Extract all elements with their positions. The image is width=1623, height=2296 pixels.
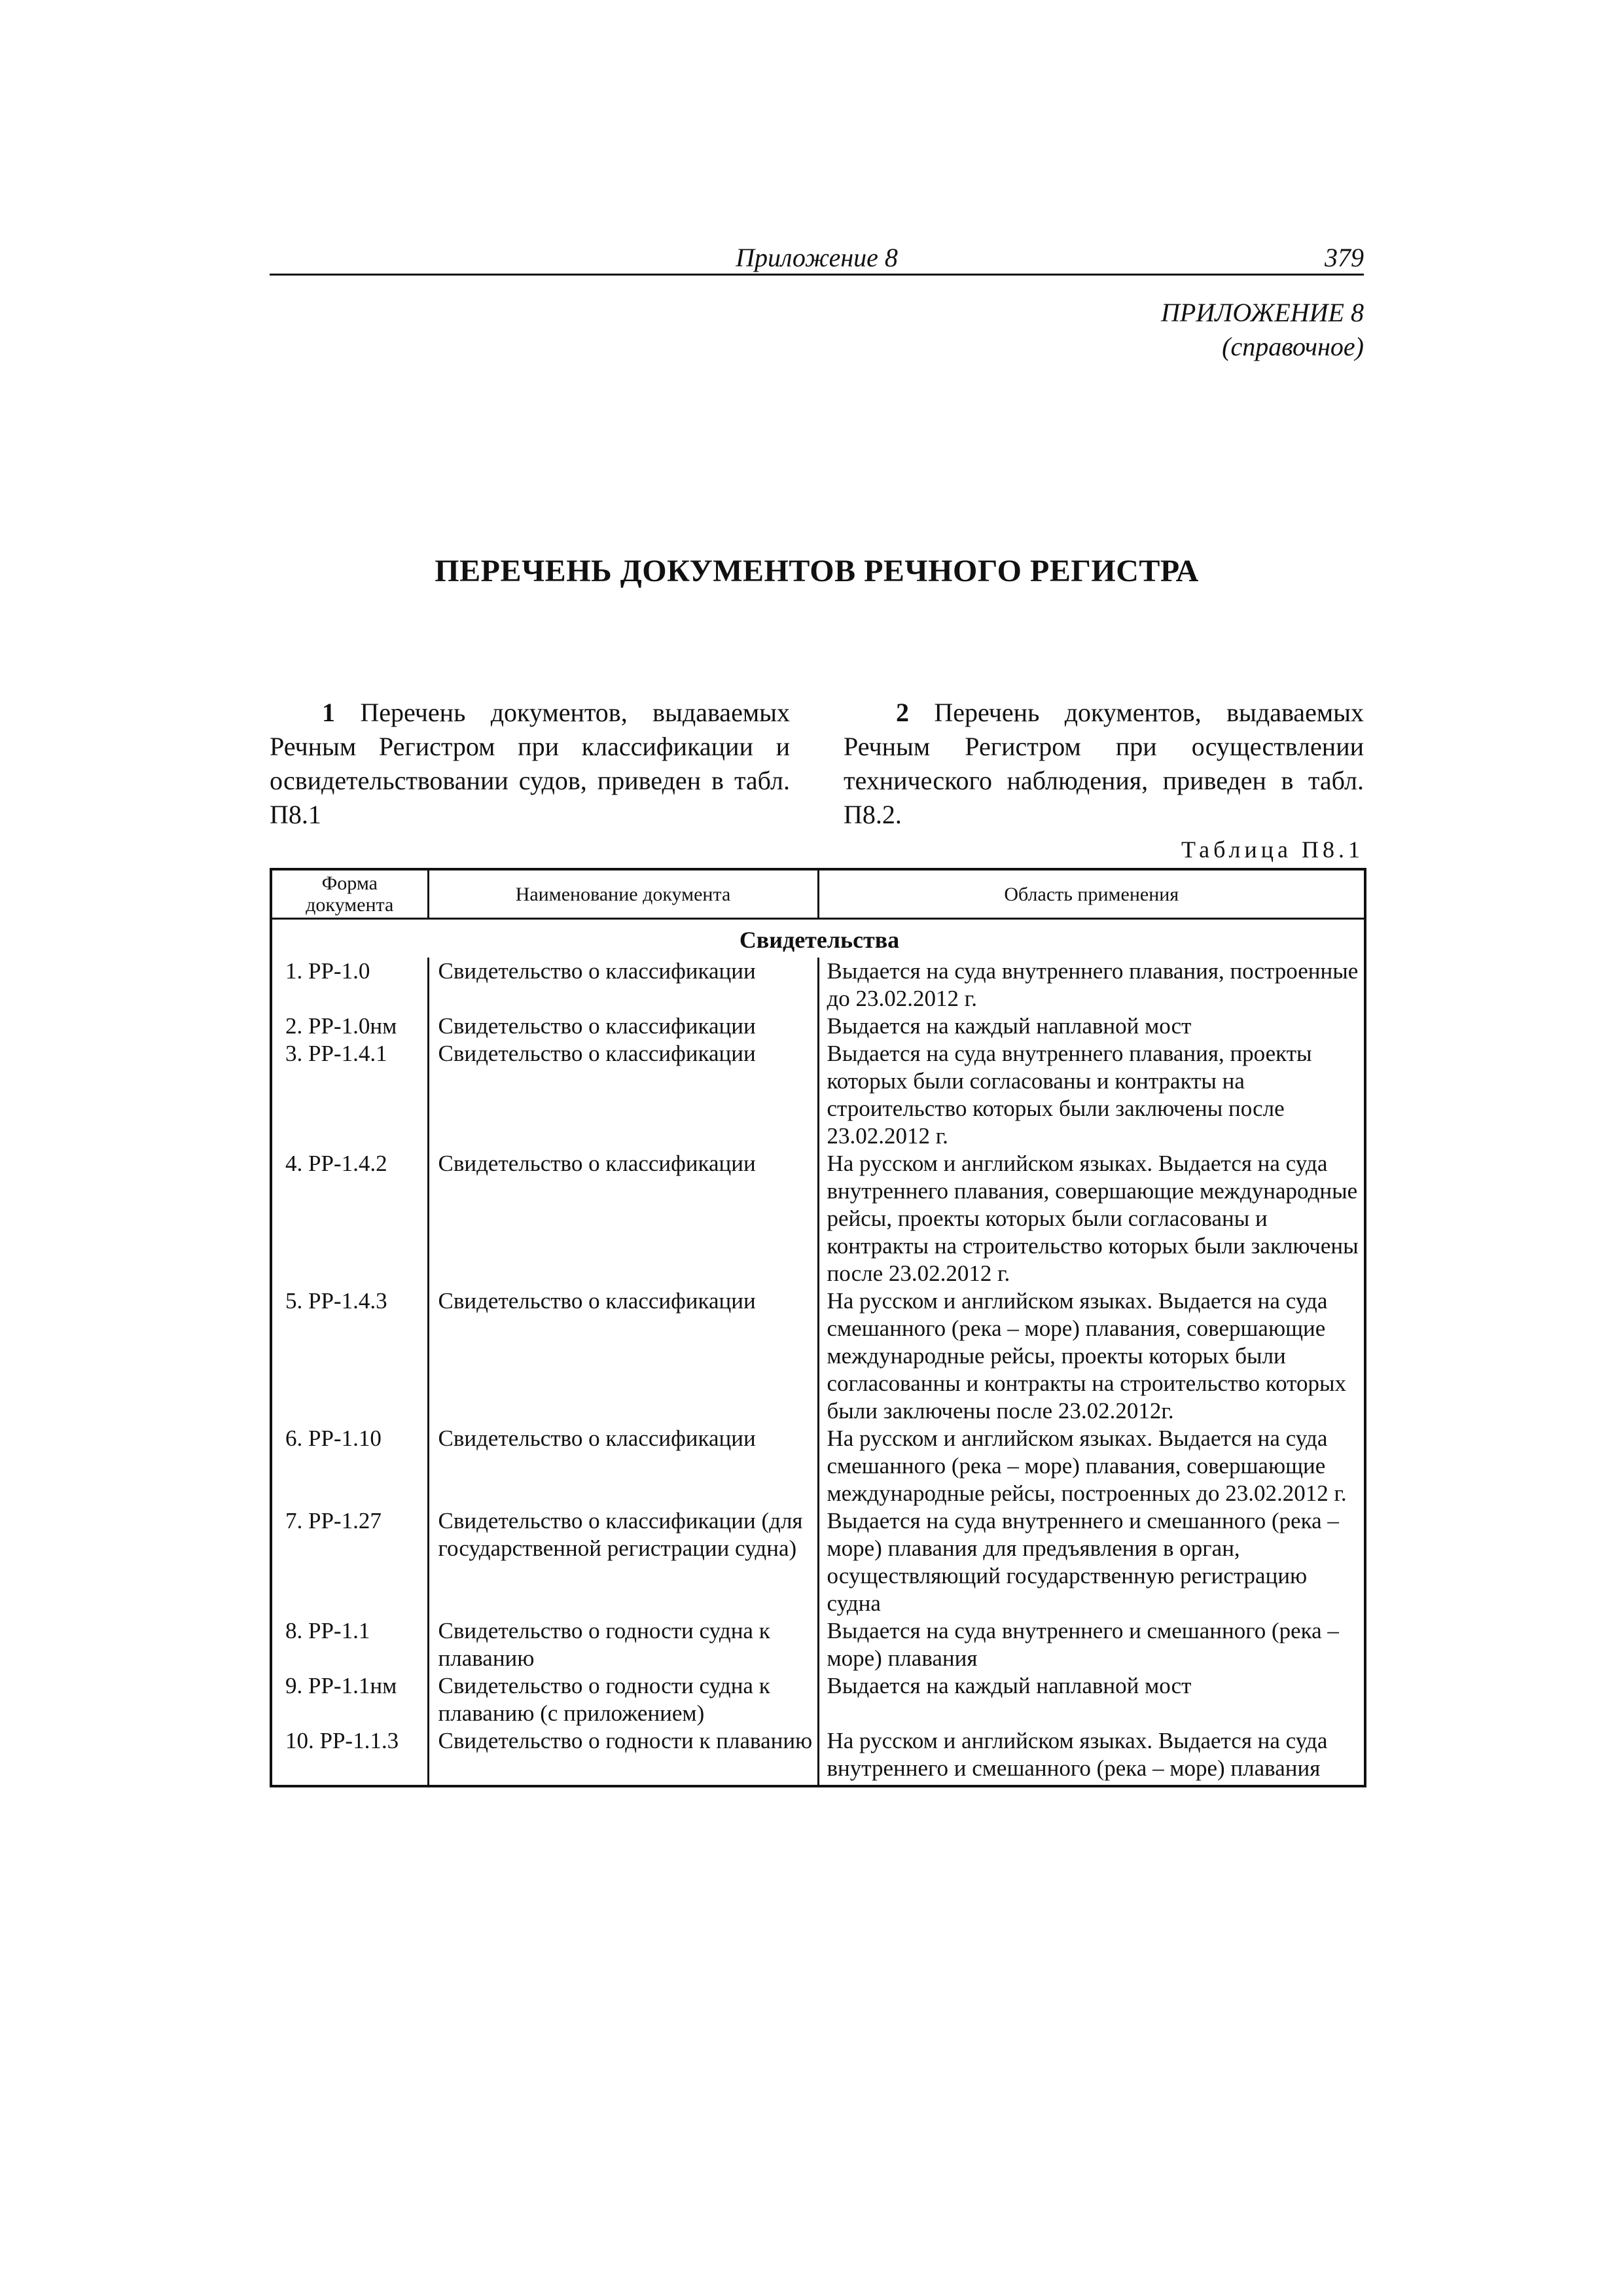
cell-name: Свидетельство о классификации (428, 1150, 818, 1287)
page-number: 379 (1325, 243, 1364, 272)
table-row (271, 1672, 1365, 1727)
cell-form: 5. РР-1.4.3 (271, 1287, 428, 1425)
header-form: Форма документа (271, 869, 428, 919)
documents-table (270, 868, 1366, 1787)
cell-form: 7. РР-1.27 (271, 1507, 428, 1617)
group-title: Свидетельства (739, 927, 900, 953)
intro-paragraph-2-text: Перечень документов, выдаваемых Речным Регистром при осуществлении технического наблюдения, приведен в табл. П8.2. (844, 698, 1364, 829)
cell-scope: На русском и английском языках. Выдается на суда смешанного (река – море) плавания, совершающие международные рейсы, проекты которых были согласованны и контракты на строительство которых были заключены после 23.02.2012г. (818, 1287, 1365, 1425)
table-caption: Таблица П8.1 (1181, 836, 1364, 863)
cell-form: 9. РР-1.1нм (271, 1672, 428, 1727)
intro-paragraph-2 (844, 696, 1364, 832)
cell-scope: Выдается на суда внутреннего и смешанного (река – море) плавания (818, 1617, 1365, 1672)
cell-form: 3. РР-1.4.1 (271, 1040, 428, 1150)
cell-name: Свидетельство о годности судна к плаванию (с приложением) (428, 1672, 818, 1727)
cell-scope: Выдается на суда внутреннего плавания, построенные до 23.02.2012 г. (818, 958, 1365, 1013)
cell-form: 2. РР-1.0нм (271, 1013, 428, 1040)
cell-scope: Выдается на суда внутреннего и смешанного (река – море) плавания для предъявления в орган, осуществляющий государственную регистрацию судна (818, 1507, 1365, 1617)
table-group-row (271, 919, 1365, 958)
appendix-label-title: ПРИЛОЖЕНИЕ 8 (1161, 298, 1364, 327)
cell-scope: Выдается на каждый наплавной мост (818, 1013, 1365, 1040)
running-header (270, 242, 1364, 276)
cell-form: 6. РР-1.10 (271, 1425, 428, 1507)
intro-paragraph-2-number: 2 (896, 698, 909, 727)
intro-paragraph-1 (270, 696, 790, 832)
table-row (271, 958, 1365, 1013)
header-name: Наименование документа (428, 869, 818, 919)
table-header-row (271, 869, 1365, 919)
table-row (271, 1617, 1365, 1672)
cell-name: Свидетельство о годности к плаванию (428, 1727, 818, 1786)
table-row (271, 1507, 1365, 1617)
cell-scope: На русском и английском языках. Выдается на суда смешанного (река – море) плавания, совершающие международные рейсы, построенных до 23.02.2012 г. (818, 1425, 1365, 1507)
table-row (271, 1150, 1365, 1287)
cell-scope: Выдается на суда внутреннего плавания, проекты которых были согласованы и контракты на строительство которых были заключены после 23.02.2012 г. (818, 1040, 1365, 1150)
cell-scope: На русском и английском языках. Выдается на суда внутреннего плавания, совершающие международные рейсы, проекты которых были согласованы и контракты на строительство которых были заключены после 23.02.2012 г. (818, 1150, 1365, 1287)
cell-name: Свидетельство о классификации (428, 1425, 818, 1507)
table-row (271, 1727, 1365, 1786)
cell-scope: На русском и английском языках. Выдается на суда внутреннего и смешанного (река – море) плавания (818, 1727, 1365, 1786)
cell-form: 4. РР-1.4.2 (271, 1150, 428, 1287)
intro-paragraph-1-text: Перечень документов, выдаваемых Речным Регистром при классификации и освидетельствовании судов, приведен в табл. П8.1 (270, 698, 791, 829)
page-title: ПЕРЕЧЕНЬ ДОКУМЕНТОВ РЕЧНОГО РЕГИСТРА (435, 554, 1199, 588)
cell-name: Свидетельство о классификации (428, 1013, 818, 1040)
cell-form: 8. РР-1.1 (271, 1617, 428, 1672)
appendix-label-note: (справочное) (1222, 332, 1364, 361)
table-row (271, 1287, 1365, 1425)
cell-form: 10. РР-1.1.3 (271, 1727, 428, 1786)
header-scope: Область применения (818, 869, 1365, 919)
table-row (271, 1425, 1365, 1507)
cell-name: Свидетельство о классификации (для государственной регистрации судна) (428, 1507, 818, 1617)
cell-scope: Выдается на каждый наплавной мост (818, 1672, 1365, 1727)
intro-paragraph-1-number: 1 (322, 698, 335, 727)
cell-name: Свидетельство о классификации (428, 1040, 818, 1150)
cell-name: Свидетельство о классификации (428, 958, 818, 1013)
cell-name: Свидетельство о годности судна к плаванию (428, 1617, 818, 1672)
cell-form: 1. РР-1.0 (271, 958, 428, 1013)
table-row (271, 1013, 1365, 1040)
running-header-section: Приложение 8 (736, 243, 898, 272)
appendix-label (1161, 296, 1364, 364)
cell-name: Свидетельство о классификации (428, 1287, 818, 1425)
table-row (271, 1040, 1365, 1150)
